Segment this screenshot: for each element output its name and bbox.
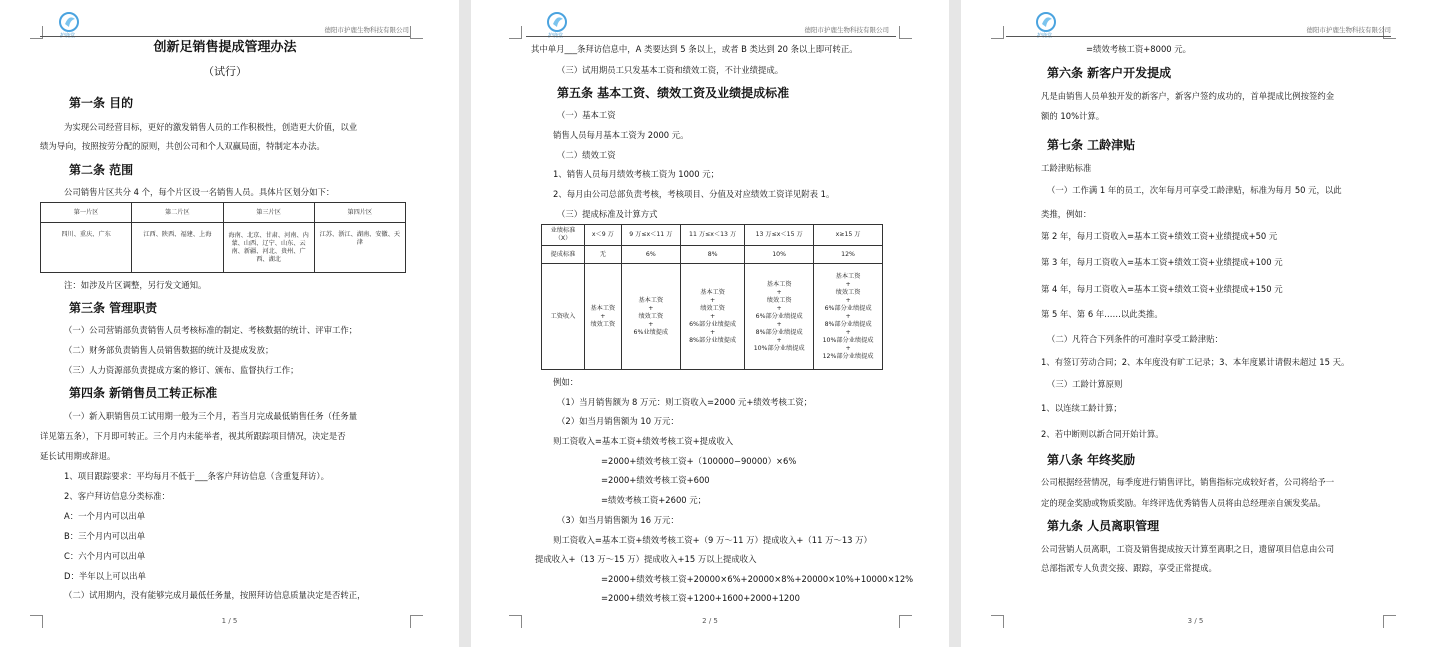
paragraph-line: 1、有签订劳动合同；2、本年度没有旷工记录；3、本年度累计请假未超过 15 天。 (1041, 357, 1350, 367)
income-line: + (710, 296, 716, 304)
section-heading: 第二条 范围 (69, 163, 134, 177)
income-line: 10%部分业绩提成 (822, 336, 874, 344)
paragraph-line: 公司根据经营情况，每季度进行销售评比，销售指标完成较好者，公司将给予一 (1041, 477, 1335, 487)
income-line: + (776, 304, 782, 312)
paragraph-line: A：一个月内可以出单 (64, 511, 146, 521)
document-page-3 (961, 0, 1430, 647)
section-heading: 第六条 新客户开发提成 (1047, 66, 1172, 80)
paragraph-line: 额的 10%计算。 (1041, 111, 1105, 121)
income-cell (621, 264, 680, 370)
paragraph-line: 工龄津贴标准 (1041, 163, 1092, 173)
header-company-name: 德阳市护鹿生物科技有限公司 (1306, 26, 1391, 34)
table-header: 第二片区 (132, 203, 223, 223)
table-cell: 江西、陕西、福建、上海 (132, 223, 223, 273)
paragraph-line: 定的现金奖励或物质奖励。年终评选优秀销售人员将由总经理亲自颁发奖品。 (1041, 498, 1326, 508)
income-line: 8%部分业绩提成 (824, 320, 872, 328)
income-line: + (710, 312, 716, 320)
document-subtitle: （试行） (203, 65, 247, 78)
paragraph-line: 2、每月由公司总部负责考核，考核项目、分值及对应绩效工资详见附表 1。 (553, 189, 835, 199)
paragraph-line: 详见第五条），下月即可转正。三个月内未能举者，视其所跟踪项目情况，决定是否 (40, 431, 346, 441)
paragraph-line: （二）试用期内，没有能够完成月最低任务量，按照拜访信息质量决定是否转正， (64, 590, 366, 600)
income-line: 6%部分业绩提成 (755, 312, 803, 320)
range-cell: x＜9 万 (585, 225, 622, 246)
rate-cell: 12% (814, 246, 883, 264)
income-line: 8%部分业绩提成 (689, 336, 737, 344)
table-header: 第四片区 (314, 203, 405, 223)
paragraph-line: 2、客户拜访信息分类标准： (64, 491, 170, 501)
income-line: + (776, 288, 782, 296)
company-logo-icon (58, 10, 82, 34)
paragraph-line: 总部指派专人负责交接、跟踪，享受正常提成。 (1041, 563, 1217, 573)
paragraph-line: （三）提成标准及计算方式 (557, 209, 658, 219)
paragraph-line: 1、以连续工龄计算； (1041, 403, 1122, 413)
paragraph-line: （1）当月销售额为 8 万元：则工资收入=2000 元+绩效考核工资； (557, 397, 812, 407)
logo-text: 护鹿堂 (548, 33, 564, 39)
paragraph-line: 其中单月___条拜访信息中，A 类要达到 5 条以上，或者 B 类达到 20 条以上即可转正。 (531, 44, 858, 54)
header-rule (526, 36, 896, 37)
income-line: 10%部分业绩提成 (753, 344, 805, 352)
section-heading: 第一条 目的 (69, 96, 134, 110)
paragraph-line: 1、项目跟踪要求：平均每月不低于___条客户拜访信息（含重复拜访）。 (64, 471, 329, 481)
paragraph-line: =绩效考核工资+8000 元。 (1086, 44, 1192, 54)
header-rule (1006, 36, 1391, 37)
paragraph-line: （一）工作满 1 年的员工，次年每月可享受工龄津贴，标准为每月 50 元，以此 (1047, 185, 1342, 195)
header-rule (40, 36, 410, 37)
paragraph-line: 则工资收入=基本工资+绩效考核工资+（9 万～11 万）提成收入+（11 万～13 万） (553, 535, 872, 545)
paragraph-line: 为实现公司经营目标，更好的激发销售人员的工作积极性，创造更大价值，以业 (64, 122, 358, 132)
row-header: 提成标准 (542, 246, 585, 264)
table-header: 第三片区 (223, 203, 314, 223)
paragraph-line: B：三个月内可以出单 (64, 531, 146, 541)
paragraph-line: （三）试用期员工只发基本工资和绩效工资，不计业绩提成。 (557, 65, 784, 75)
paragraph-line: =2000+绩效考核工资+1200+1600+2000+1200 (601, 593, 800, 603)
range-cell: 11 万≤x＜13 万 (681, 225, 745, 246)
region-table (40, 202, 406, 273)
paragraph-line: =2000+绩效考核工资+600 (601, 475, 710, 485)
income-line: 绩效工资 (835, 288, 861, 296)
range-cell: 9 万≤x＜11 万 (621, 225, 680, 246)
paragraph-line: （二）凡符合下列条件的可准时享受工龄津贴： (1047, 334, 1223, 344)
range-cell: 13 万≤x＜15 万 (745, 225, 814, 246)
income-line: + (710, 328, 716, 336)
income-line: + (845, 280, 851, 288)
income-line: + (648, 304, 654, 312)
paragraph-line: （三）人力资源部负责提成方案的修订、颁布、监督执行工作； (64, 365, 299, 375)
paragraph-line: 注：如涉及片区调整，另行发文通知。 (64, 280, 207, 290)
income-line: 6%部分业绩提成 (689, 320, 737, 328)
income-line: 基本工资 (835, 272, 861, 280)
paragraph-line: 第 5 年、第 6 年……以此类推。 (1041, 309, 1163, 319)
income-line: 基本工资 (638, 296, 664, 304)
page-number: 1 / 5 (221, 617, 238, 625)
page-number: 3 / 5 (1187, 617, 1204, 625)
income-line: 6%业绩提成 (633, 328, 669, 336)
income-line: 基本工资 (590, 304, 616, 312)
paragraph-line: 提成收入+（13 万～15 万）提成收入+15 万以上提成收入 (535, 554, 757, 564)
range-cell: x≥15 万 (814, 225, 883, 246)
paragraph-line: （一）基本工资 (557, 110, 616, 120)
table-cell: 江苏、浙江、湖南、安徽、天津 (314, 223, 405, 273)
paragraph-line: =2000+绩效考核工资+（100000−90000）×6% (601, 456, 797, 466)
section-heading: 第七条 工龄津贴 (1047, 138, 1136, 152)
income-line: 基本工资 (766, 280, 792, 288)
paragraph-line: （二）绩效工资 (557, 150, 616, 160)
paragraph-line: （一）新入职销售员工试用期一般为三个月，若当月完成最低销售任务（任务量 (64, 411, 358, 421)
header-company-name: 德阳市护鹿生物科技有限公司 (804, 26, 889, 34)
crop-mark (899, 26, 912, 39)
rate-cell: 8% (681, 246, 745, 264)
income-line: + (600, 312, 606, 320)
paragraph-line: 则工资收入=基本工资+绩效考核工资+提成收入 (553, 436, 734, 446)
income-line: + (845, 296, 851, 304)
rate-cell: 6% (621, 246, 680, 264)
income-line: + (845, 344, 851, 352)
row-header: 工资收入 (542, 264, 585, 370)
section-heading: 第四条 新销售员工转正标准 (69, 386, 218, 400)
crop-mark (991, 26, 1004, 39)
income-line: 12%部分业绩提成 (822, 352, 874, 360)
income-cell (585, 264, 622, 370)
section-heading: 第五条 基本工资、绩效工资及业绩提成标准 (557, 86, 790, 100)
document-title: 创新足销售提成管理办法 (153, 40, 297, 55)
logo-text: 护鹿堂 (1037, 33, 1053, 39)
rate-cell: 10% (745, 246, 814, 264)
section-heading: 第三条 管理职责 (69, 301, 158, 315)
row-header: 业绩标准（X） (542, 225, 585, 246)
paragraph-line: 第 3 年，每月工资收入=基本工资+绩效工资+业绩提成+100 元 (1041, 257, 1283, 267)
crop-mark (509, 26, 522, 39)
paragraph-line: （三）工龄计算原则 (1047, 379, 1123, 389)
paragraph-line: 第 4 年，每月工资收入=基本工资+绩效工资+业绩提成+150 元 (1041, 284, 1283, 294)
paragraph-line: D：半年以上可以出单 (64, 571, 146, 581)
paragraph-line: 类推，例如： (1041, 209, 1092, 219)
crop-mark (30, 26, 43, 39)
paragraph-line: （2）如当月销售额为 10 万元： (557, 416, 679, 426)
income-line: 绩效工资 (700, 304, 725, 312)
rate-cell: 无 (585, 246, 622, 264)
paragraph-line: （3）如当月销售额为 16 万元： (557, 515, 679, 525)
paragraph-line: 销售人员每月基本工资为 2000 元。 (553, 130, 689, 140)
table-cell: 四川、重庆、广东 (41, 223, 132, 273)
table-header: 第一片区 (41, 203, 132, 223)
income-line: + (776, 336, 782, 344)
paragraph-line: 第 2 年，每月工资收入=基本工资+绩效工资+业绩提成+50 元 (1041, 231, 1278, 241)
page-number: 2 / 5 (702, 617, 718, 625)
paragraph-line: =绩效考核工资+2600 元； (601, 495, 707, 505)
paragraph-line: 公司营销人员离职，工资及销售提成按天计算至离职之日，遗留项目信息由公司 (1041, 544, 1335, 554)
income-line: 绩效工资 (590, 320, 616, 328)
paragraph-line: 绩为导向，按照按劳分配的原则，共创公司和个人双赢局面，特制定本办法。 (40, 141, 325, 151)
paragraph-line: =2000+绩效考核工资+20000×6%+20000×8%+20000×10%+10000×12% (601, 574, 914, 584)
logo-text: 护鹿堂 (60, 33, 76, 39)
commission-table (541, 224, 883, 370)
paragraph-line: 1、销售人员每月绩效考核工资为 1000 元； (553, 169, 719, 179)
income-line: 6%部分业绩提成 (824, 304, 872, 312)
section-heading: 第九条 人员离职管理 (1047, 519, 1160, 533)
document-page-1 (0, 0, 459, 647)
income-cell (681, 264, 745, 370)
income-line: 绩效工资 (638, 312, 664, 320)
paragraph-line: 例如： (553, 377, 579, 387)
section-heading: 第八条 年终奖励 (1047, 453, 1136, 467)
paragraph-line: 2、若中断则以新合同开始计算。 (1041, 429, 1164, 439)
paragraph-line: 公司销售片区共分 4 个，每个片区设一名销售人员。具体片区划分如下： (64, 187, 335, 197)
company-logo-icon (1035, 10, 1059, 34)
paragraph-line: （一）公司营销部负责销售人员考核标准的制定、考核数据的统计、评审工作； (64, 325, 358, 335)
income-line: + (845, 328, 851, 336)
income-cell (745, 264, 814, 370)
income-line: + (776, 320, 782, 328)
income-line: + (845, 312, 851, 320)
income-line: 基本工资 (700, 288, 725, 296)
document-page-2 (471, 0, 949, 647)
income-line: 绩效工资 (766, 296, 792, 304)
paragraph-line: （二）财务部负责销售人员销售数据的统计及提成发放； (64, 345, 274, 355)
table-cell: 海南、北京、甘肃、河南、内蒙、山西、辽宁、山东、云南、新疆、河北、贵州、广西、湖北 (223, 223, 314, 273)
company-logo-icon (546, 10, 570, 34)
header-company-name: 德阳市护鹿生物科技有限公司 (324, 26, 409, 34)
income-line: 8%部分业绩提成 (755, 328, 803, 336)
income-line: + (648, 320, 654, 328)
income-cell (814, 264, 883, 370)
paragraph-line: C：六个月内可以出单 (64, 551, 146, 561)
crop-mark (410, 26, 423, 39)
paragraph-line: 延长试用期或辞退。 (40, 451, 116, 461)
paragraph-line: 凡是由销售人员单独开发的新客户，新客户签约成功的，首单提成比例按签约金 (1041, 91, 1335, 101)
